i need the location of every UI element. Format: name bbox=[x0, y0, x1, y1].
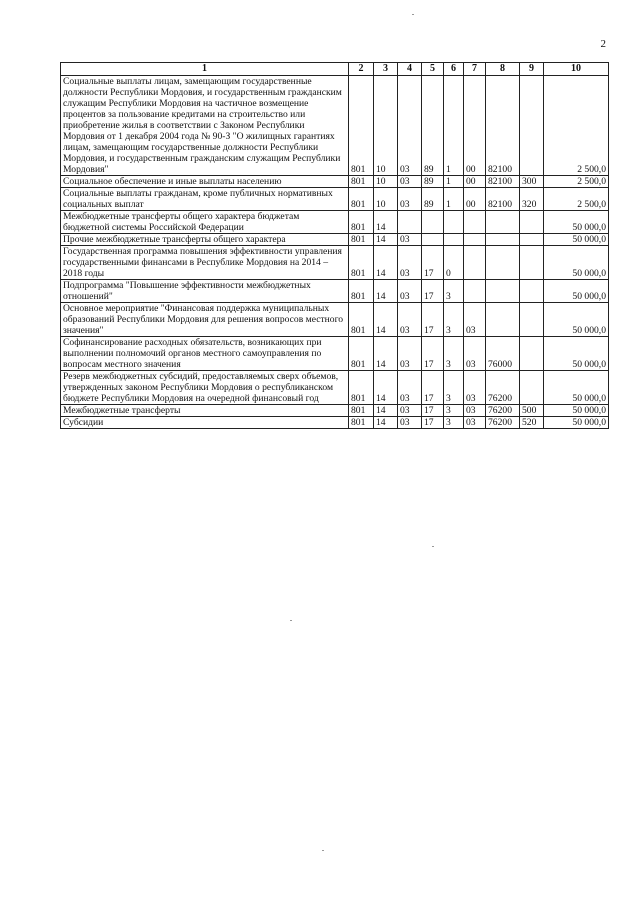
row-code-c9 bbox=[520, 210, 544, 233]
row-code-c4: 03 bbox=[398, 405, 422, 417]
row-code-c2: 801 bbox=[349, 405, 374, 417]
row-code-c6: 1 bbox=[444, 187, 464, 210]
row-code-c9 bbox=[520, 75, 544, 175]
row-amount: 2 500,0 bbox=[544, 187, 609, 210]
row-code-c3: 14 bbox=[374, 245, 398, 279]
header-cell: 4 bbox=[398, 63, 422, 76]
header-cell: 8 bbox=[486, 63, 520, 76]
table-row bbox=[61, 210, 609, 233]
row-code-c4: 03 bbox=[398, 303, 422, 337]
row-amount: 50 000,0 bbox=[544, 233, 609, 245]
row-code-c7: 03 bbox=[464, 417, 486, 429]
row-code-c6: 3 bbox=[444, 303, 464, 337]
row-code-c7: 03 bbox=[464, 405, 486, 417]
row-code-c4: 03 bbox=[398, 417, 422, 429]
row-code-c9 bbox=[520, 303, 544, 337]
row-code-c7: 03 bbox=[464, 337, 486, 371]
header-row bbox=[61, 63, 609, 76]
row-code-c4: 03 bbox=[398, 187, 422, 210]
row-code-c2: 801 bbox=[349, 371, 374, 405]
row-code-c5: 89 bbox=[422, 187, 444, 210]
row-code-c5 bbox=[422, 233, 444, 245]
row-code-c8 bbox=[486, 245, 520, 279]
row-amount: 50 000,0 bbox=[544, 337, 609, 371]
row-amount: 50 000,0 bbox=[544, 280, 609, 303]
row-code-c8: 82100 bbox=[486, 75, 520, 175]
row-code-c2: 801 bbox=[349, 210, 374, 233]
row-code-c2: 801 bbox=[349, 233, 374, 245]
row-code-c3: 10 bbox=[374, 187, 398, 210]
row-code-c8 bbox=[486, 233, 520, 245]
row-code-c4: 03 bbox=[398, 245, 422, 279]
row-name-cell bbox=[61, 75, 349, 175]
row-code-c4: 03 bbox=[398, 371, 422, 405]
row-name-cell bbox=[61, 233, 349, 245]
table-row bbox=[61, 233, 609, 245]
row-code-c3: 14 bbox=[374, 210, 398, 233]
row-amount: 50 000,0 bbox=[544, 303, 609, 337]
header-cell: 1 bbox=[61, 63, 349, 76]
row-name: Софинансирование расходных обязательств, возникающих при выполнении полномочий органов местного самоуправления по вопросам местного значения bbox=[63, 337, 322, 371]
row-code-c3: 14 bbox=[374, 405, 398, 417]
row-name-cell bbox=[61, 280, 349, 303]
row-amount: 50 000,0 bbox=[544, 210, 609, 233]
row-amount: 50 000,0 bbox=[544, 245, 609, 279]
row-code-c8: 82100 bbox=[486, 175, 520, 187]
row-name: Резерв межбюджетных субсидий, предоставляемых сверх объемов, утвержденных законом Республики Мордовия о республиканском бюджете Республики Мордовия на очередной финансовый год bbox=[63, 371, 339, 405]
row-code-c7: 00 bbox=[464, 175, 486, 187]
row-amount: 50 000,0 bbox=[544, 371, 609, 405]
row-code-c4: 03 bbox=[398, 337, 422, 371]
row-code-c7 bbox=[464, 280, 486, 303]
header-cell: 6 bbox=[444, 63, 464, 76]
row-code-c5: 17 bbox=[422, 280, 444, 303]
row-name-cell bbox=[61, 371, 349, 405]
row-code-c8: 76200 bbox=[486, 405, 520, 417]
row-code-c9 bbox=[520, 371, 544, 405]
row-code-c7 bbox=[464, 210, 486, 233]
row-code-c7: 03 bbox=[464, 371, 486, 405]
budget-table bbox=[60, 62, 609, 429]
row-code-c2: 801 bbox=[349, 337, 374, 371]
header-cell: 2 bbox=[349, 63, 374, 76]
row-name: Прочие межбюджетные трансферты общего характера bbox=[63, 233, 286, 245]
row-name: Социальное обеспечение и иные выплаты населению bbox=[63, 175, 282, 187]
row-code-c4 bbox=[398, 210, 422, 233]
row-code-c5: 17 bbox=[422, 371, 444, 405]
scan-speck bbox=[412, 14, 414, 15]
row-code-c4: 03 bbox=[398, 75, 422, 175]
row-name-cell bbox=[61, 405, 349, 417]
table-row bbox=[61, 417, 609, 429]
row-code-c6: 1 bbox=[444, 75, 464, 175]
row-code-c2: 801 bbox=[349, 303, 374, 337]
row-code-c5: 17 bbox=[422, 245, 444, 279]
row-code-c2: 801 bbox=[349, 280, 374, 303]
row-code-c3: 14 bbox=[374, 280, 398, 303]
row-code-c8: 76200 bbox=[486, 417, 520, 429]
row-name-cell bbox=[61, 175, 349, 187]
table-row bbox=[61, 371, 609, 405]
row-code-c3: 14 bbox=[374, 337, 398, 371]
row-name: Подпрограмма "Повышение эффективности межбюджетных отношений" bbox=[63, 280, 311, 303]
table-row bbox=[61, 245, 609, 279]
row-amount: 50 000,0 bbox=[544, 417, 609, 429]
row-code-c9: 500 bbox=[520, 405, 544, 417]
row-name: Субсидии bbox=[63, 417, 104, 429]
scan-speck bbox=[290, 620, 292, 621]
row-code-c9 bbox=[520, 280, 544, 303]
scan-speck bbox=[432, 546, 434, 547]
row-code-c5: 17 bbox=[422, 417, 444, 429]
row-name: Государственная программа повышения эффективности управления государственными финансами в Республике Мордовия на 2014 – 2018 годы bbox=[63, 245, 342, 280]
row-name-cell bbox=[61, 417, 349, 429]
table-row bbox=[61, 405, 609, 417]
row-code-c9: 520 bbox=[520, 417, 544, 429]
row-code-c7: 00 bbox=[464, 75, 486, 175]
row-code-c8 bbox=[486, 280, 520, 303]
row-code-c5 bbox=[422, 210, 444, 233]
row-code-c7: 00 bbox=[464, 187, 486, 210]
header-cell: 10 bbox=[544, 63, 609, 76]
row-code-c9: 320 bbox=[520, 187, 544, 210]
row-name-cell bbox=[61, 245, 349, 279]
row-amount: 2 500,0 bbox=[544, 175, 609, 187]
row-code-c3: 10 bbox=[374, 175, 398, 187]
row-name-cell bbox=[61, 187, 349, 210]
row-code-c4: 03 bbox=[398, 280, 422, 303]
row-name-cell bbox=[61, 337, 349, 371]
row-code-c6 bbox=[444, 233, 464, 245]
row-code-c2: 801 bbox=[349, 245, 374, 279]
row-name: Социальные выплаты лицам, замещающим государственные должности Республики Мордовия, и государственным гражданским служащим Республики Мордовия на частичное возмещение процентов за пользование кредитами на строительство или приобретение жилья в соответствии с Законом Республики Мордовия от 1 декабря 2004 года № 90-З "О жилищных гарантиях лицам, замещающим государственные должности Республики Мордовия, и государственным гражданским служащим Республики Мордовия" bbox=[63, 75, 342, 175]
row-code-c7 bbox=[464, 245, 486, 279]
row-name: Социальные выплаты гражданам, кроме публичных нормативных социальных выплат bbox=[63, 187, 333, 210]
row-code-c3: 14 bbox=[374, 303, 398, 337]
row-code-c2: 801 bbox=[349, 417, 374, 429]
row-code-c6: 3 bbox=[444, 280, 464, 303]
row-code-c5: 17 bbox=[422, 405, 444, 417]
row-code-c8 bbox=[486, 303, 520, 337]
row-code-c5: 89 bbox=[422, 175, 444, 187]
table-row bbox=[61, 337, 609, 371]
row-code-c6: 3 bbox=[444, 417, 464, 429]
row-code-c6: 3 bbox=[444, 337, 464, 371]
row-code-c4: 03 bbox=[398, 175, 422, 187]
row-code-c8: 76200 bbox=[486, 371, 520, 405]
row-amount: 2 500,0 bbox=[544, 75, 609, 175]
row-name: Основное мероприятие "Финансовая поддержка муниципальных образований Республики Мордовия для решения вопросов местного значения" bbox=[63, 303, 344, 337]
scan-speck bbox=[322, 850, 324, 851]
table-row bbox=[61, 175, 609, 187]
row-code-c8: 82100 bbox=[486, 187, 520, 210]
row-code-c9 bbox=[520, 337, 544, 371]
header-cell: 3 bbox=[374, 63, 398, 76]
row-code-c3: 14 bbox=[374, 371, 398, 405]
row-code-c2: 801 bbox=[349, 187, 374, 210]
row-code-c6: 3 bbox=[444, 405, 464, 417]
row-code-c5: 17 bbox=[422, 337, 444, 371]
header-cell: 7 bbox=[464, 63, 486, 76]
table-row bbox=[61, 187, 609, 210]
row-name-cell bbox=[61, 210, 349, 233]
row-code-c4: 03 bbox=[398, 233, 422, 245]
row-code-c2: 801 bbox=[349, 75, 374, 175]
row-name: Межбюджетные трансферты bbox=[63, 405, 181, 417]
row-code-c6 bbox=[444, 210, 464, 233]
row-name-cell bbox=[61, 303, 349, 337]
row-code-c3: 10 bbox=[374, 75, 398, 175]
row-amount: 50 000,0 bbox=[544, 405, 609, 417]
row-code-c3: 14 bbox=[374, 417, 398, 429]
row-name: Межбюджетные трансферты общего характера бюджетам бюджетной системы Российской Федерации bbox=[63, 210, 300, 233]
row-code-c8 bbox=[486, 210, 520, 233]
row-code-c6: 3 bbox=[444, 371, 464, 405]
row-code-c6: 0 bbox=[444, 245, 464, 279]
row-code-c7: 03 bbox=[464, 303, 486, 337]
row-code-c2: 801 bbox=[349, 175, 374, 187]
row-code-c3: 14 bbox=[374, 233, 398, 245]
row-code-c9: 300 bbox=[520, 175, 544, 187]
header-cell: 5 bbox=[422, 63, 444, 76]
row-code-c5: 17 bbox=[422, 303, 444, 337]
row-code-c9 bbox=[520, 245, 544, 279]
table-body bbox=[61, 75, 609, 429]
header-cell: 9 bbox=[520, 63, 544, 76]
row-code-c9 bbox=[520, 233, 544, 245]
table-row bbox=[61, 303, 609, 337]
table-row bbox=[61, 280, 609, 303]
row-code-c8: 76000 bbox=[486, 337, 520, 371]
page-number: 2 bbox=[600, 38, 606, 50]
row-code-c7 bbox=[464, 233, 486, 245]
row-code-c5: 89 bbox=[422, 75, 444, 175]
row-code-c6: 1 bbox=[444, 175, 464, 187]
table-row bbox=[61, 75, 609, 175]
